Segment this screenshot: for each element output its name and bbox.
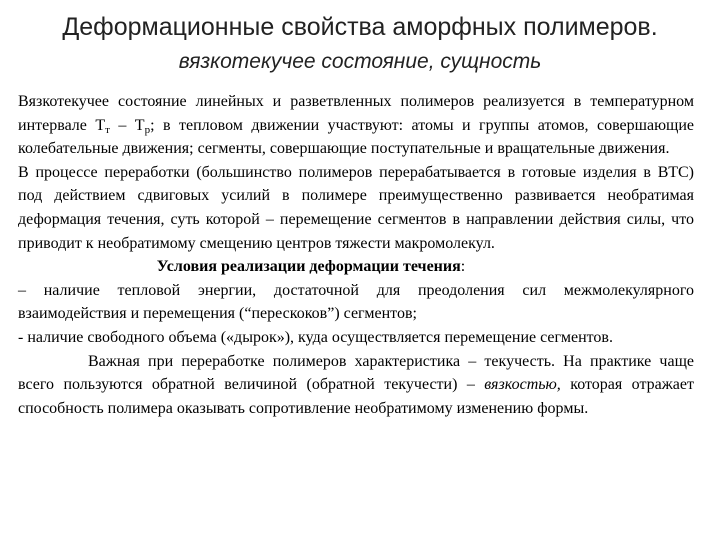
condition-item-thermal-energy: – наличие тепловой энергии, достаточной для преодоления сил межмолекулярного взаимодействия и перемещения (“перескоков”) сегментов; (18, 281, 694, 323)
paragraph-text: ; в тепловом движении участвуют: атомы и группы атомов, совершающие колебательные движения; сегменты, совершающие поступательные и вращательные движения. (18, 116, 694, 158)
conditions-heading: Условия реализации деформации течения (156, 258, 461, 276)
paragraph-text: которая отражает способность полимера оказывать сопротивление необратимому изменению формы. (18, 376, 694, 417)
paragraph-text: Важная при переработке полимеров характеристика – текучесть. На практике чаще всего пользуются обратной величиной (обратной текучести) – (18, 352, 694, 394)
paragraph-fluidity (18, 350, 694, 421)
conditions-heading-line (18, 255, 694, 279)
paragraph-text: Вязкотекучее состояние линейных и разветвленных полимеров реализуется в температурном интервале Т (18, 93, 694, 134)
paragraph-text: – Т (109, 116, 145, 134)
condition-item-free-volume: - наличие свободного объема («дырок»), куда осуществляется перемещение сегментов. (18, 328, 613, 346)
subscript-r: р (144, 123, 151, 136)
subscript-t: т (105, 123, 110, 136)
conditions-colon: : (460, 258, 466, 276)
paragraph-processing: В процессе переработки (большинство полимеров перерабатывается в готовые изделия в ВТС) под действием сдвиговых усилий в полимере преимущественно развивается необратимая деформация течения, суть которой – перемещение сегментов в направлении действия силы, что приводит к необратимому смещению центров тяжести макромолекул. (18, 163, 694, 252)
slide-title: Деформационные свойства аморфных полимеров. (62, 13, 658, 41)
paragraph-viscous-state (18, 90, 694, 161)
slide-body (18, 90, 694, 420)
term-viscosity: вязкостью, (484, 376, 561, 394)
slide-subtitle: вязкотекучее состояние, сущность (178, 50, 542, 73)
